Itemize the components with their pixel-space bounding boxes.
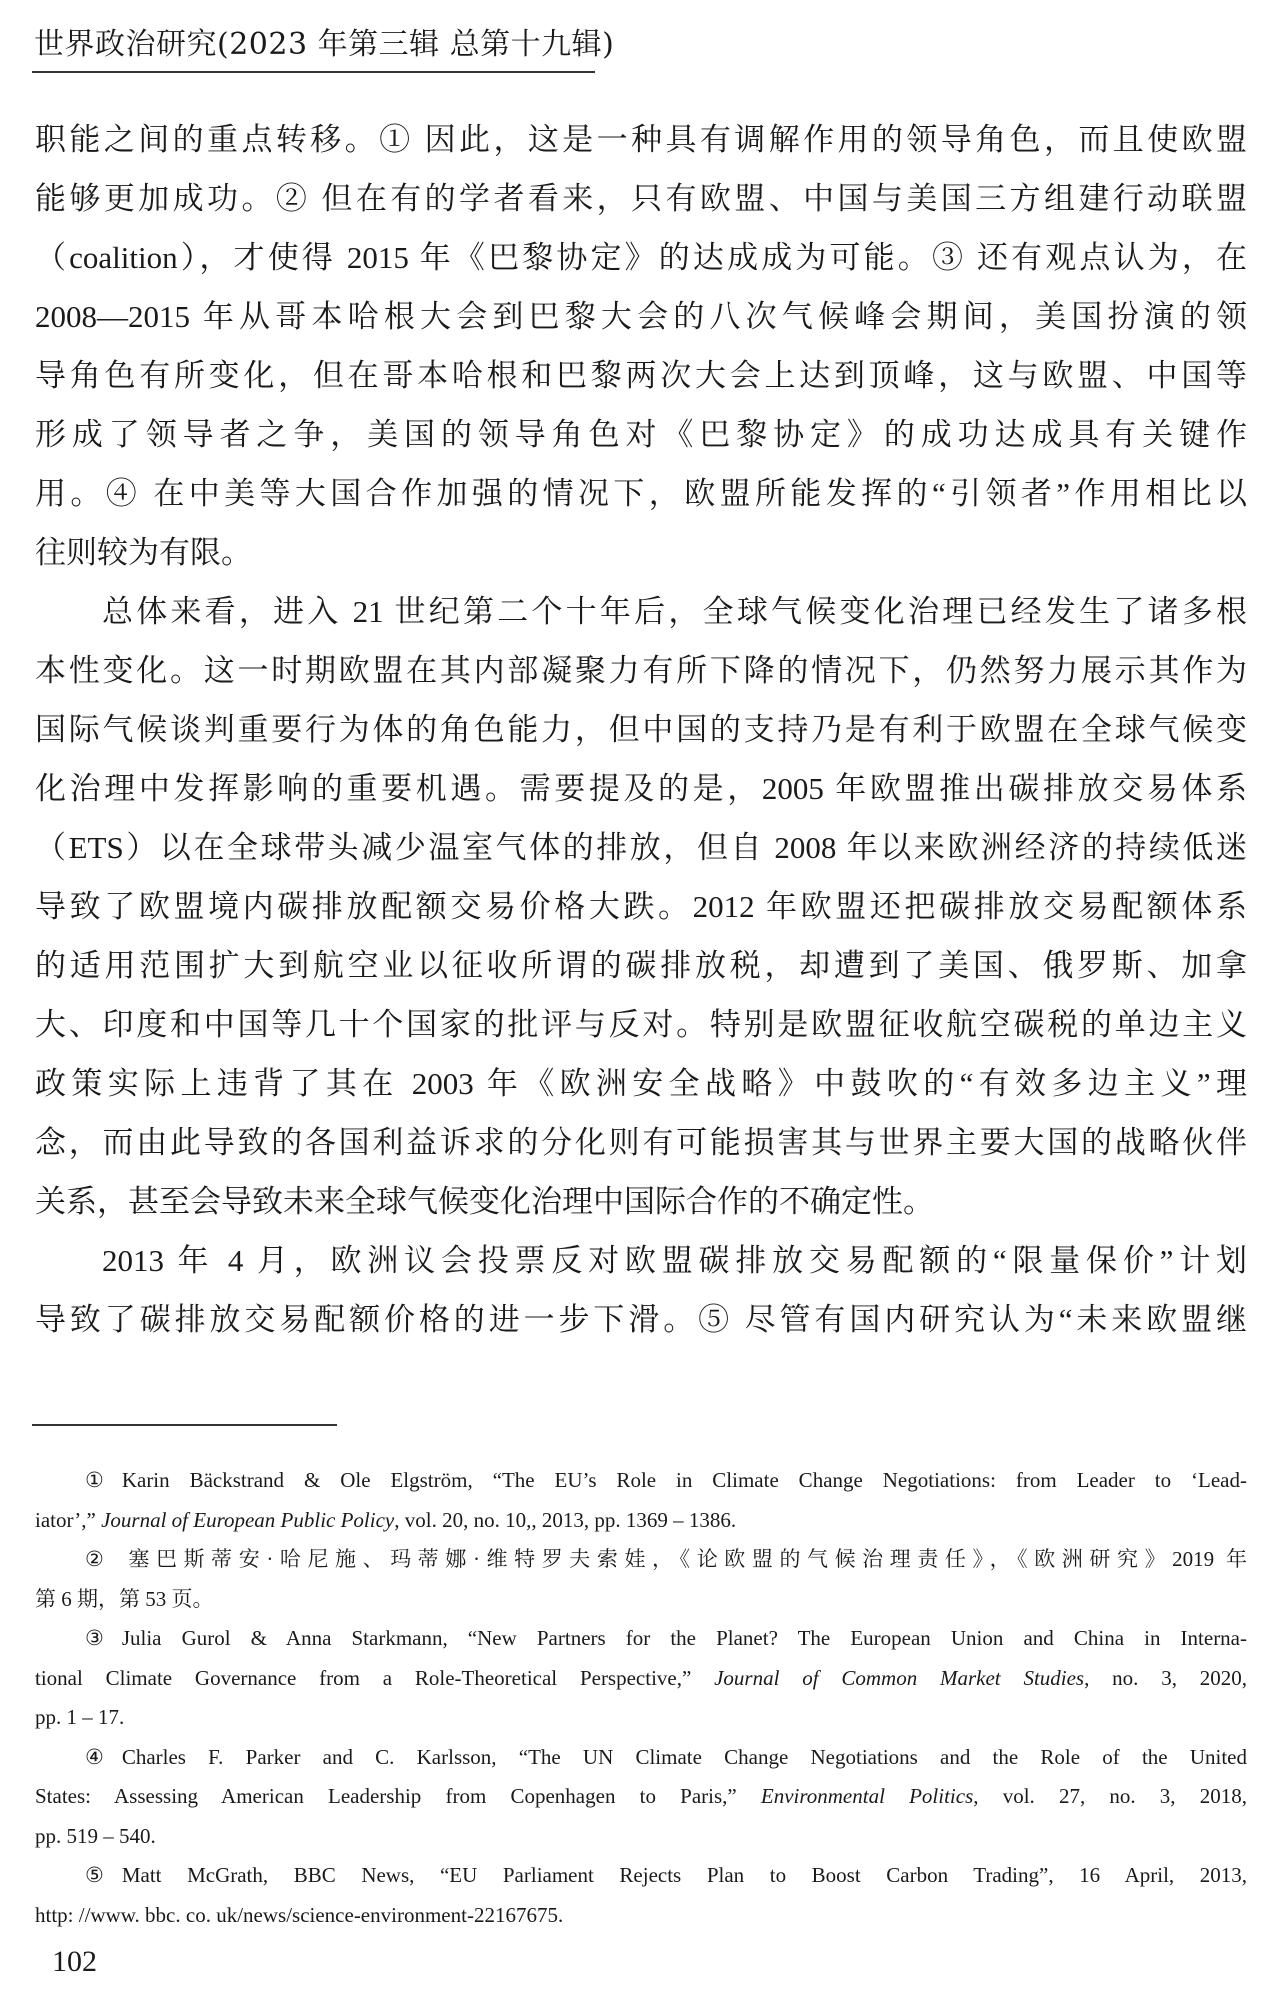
body-line: （ETS）以在全球带头减少温室气体的排放，但自 2008 年以来欧洲经济的持续低迷 (35, 830, 1247, 865)
footnote-text: 塞巴斯蒂安·哈尼施、玛蒂娜·维特罗夫索娃，《论欧盟的气候治理责任》，《欧洲研究》2019 年 (121, 1547, 1247, 1571)
footnote-marker: ⑤ (85, 1863, 104, 1887)
page-number: 102 (52, 1945, 97, 1978)
body-line: （coalition），才使得 2015 年《巴黎协定》的达成成为可能。③ 还有观点认为，在 (35, 240, 1247, 275)
body-line: 的适用范围扩大到航空业以征收所谓的碳排放税，却遭到了美国、俄罗斯、加拿 (35, 948, 1247, 983)
body-line: 关系，甚至会导致未来全球气候变化治理中国际合作的不确定性。 (35, 1184, 934, 1219)
footnote-text: Karin Bäckstrand & Ole Elgström, “The EU’s Role in Climate Change Negotiations: from Leader to ‘Lead- (121, 1468, 1247, 1492)
body-line: 念，而由此导致的各国利益诉求的分化则有可能损害其与世界主要大国的战略伙伴 (35, 1125, 1247, 1160)
footnote-line (35, 1505, 1247, 1535)
body-line: 政策实际上违背了其在 2003 年《欧洲安全战略》中鼓吹的“有效多边主义”理 (35, 1066, 1247, 1101)
body-line: 化治理中发挥影响的重要机遇。需要提及的是，2005 年欧盟推出碳排放交易体系 (35, 771, 1247, 806)
footnote-line (35, 1702, 1247, 1732)
footnote-marker: ③ (85, 1626, 104, 1650)
body-line: 本性变化。这一时期欧盟在其内部凝聚力有所下降的情况下，仍然努力展示其作为 (35, 653, 1247, 688)
footnote-text: , vol. 27, no. 3, 2018, (973, 1784, 1247, 1808)
header-rule (32, 71, 595, 73)
footnote-text: States: Assessing American Leadership from Copenhagen to Paris,” (35, 1784, 761, 1808)
footnote-text: 第 6 期，第 53 页。 (35, 1586, 214, 1611)
body-line: 形成了领导者之争，美国的领导角色对《巴黎协定》的成功达成具有关键作 (35, 417, 1247, 452)
body-line: 2013 年 4 月，欧洲议会投票反对欧盟碳排放交易配额的“限量保价”计划 (102, 1243, 1247, 1278)
footnote-text: , no. 3, 2020, (1084, 1665, 1247, 1690)
footnote-text: pp. 1 – 17. (35, 1705, 125, 1729)
footnote-text: tional Climate Governance from a Role-Theoretical Perspective,” (35, 1665, 715, 1690)
footnote-line (35, 1821, 1247, 1851)
journal-title: Journal of Common Market Studies (714, 1665, 1085, 1690)
footnote-marker: ② (85, 1547, 104, 1571)
body-line: 大、印度和中国等几十个国家的批评与反对。特别是欧盟征收航空碳税的单边主义 (35, 1007, 1247, 1042)
footnote-line (85, 1742, 1247, 1772)
footnote-line (35, 1900, 1247, 1930)
body-line: 往则较为有限。 (35, 535, 252, 570)
footnote-line (35, 1584, 1247, 1614)
footnote-line (85, 1860, 1247, 1890)
body-line: 导角色有所变化，但在哥本哈根和巴黎两次大会上达到顶峰，这与欧盟、中国等 (35, 358, 1247, 393)
body-line: 导致了欧盟境内碳排放配额交易价格大跌。2012 年欧盟还把碳排放交易配额体系 (35, 889, 1247, 924)
footnote-text: Charles F. Parker and C. Karlsson, “The UN Climate Change Negotiations and the Role of the United (121, 1744, 1247, 1769)
footnote-line (35, 1663, 1247, 1693)
footnote-text: , vol. 20, no. 10,, 2013, pp. 1369 – 1386. (394, 1507, 737, 1532)
body-line: 总体来看，进入 21 世纪第二个十年后，全球气候变化治理已经发生了诸多根 (102, 594, 1247, 629)
footnote-line (85, 1623, 1247, 1653)
journal-title: Journal of European Public Policy (101, 1507, 395, 1532)
footnote-line (35, 1781, 1247, 1811)
running-header: 世界政治研究(2023 年第三辑 总第十九辑) (34, 27, 615, 62)
footnote-text: http: //www. bbc. co. uk/news/science-environment-22167675. (35, 1902, 564, 1927)
body-line: 用。④ 在中美等大国合作加强的情况下，欧盟所能发挥的“引领者”作用相比以 (35, 476, 1247, 511)
footnote-marker: ④ (85, 1744, 104, 1769)
footnote-rule (32, 1424, 337, 1426)
footnote-text: Matt McGrath, BBC News, “EU Parliament Rejects Plan to Boost Carbon Trading”, 16 April, 2013, (121, 1863, 1247, 1887)
footnote-line (85, 1544, 1247, 1574)
footnote-text: Julia Gurol & Anna Starkmann, “New Partners for the Planet? The European Union and China in Interna- (121, 1626, 1247, 1650)
body-line: 能够更加成功。② 但在有的学者看来，只有欧盟、中国与美国三方组建行动联盟 (35, 181, 1247, 216)
body-line: 国际气候谈判重要行为体的角色能力，但中国的支持乃是有利于欧盟在全球气候变 (35, 712, 1247, 747)
body-line: 2008—2015 年从哥本哈根大会到巴黎大会的八次气候峰会期间，美国扮演的领 (35, 299, 1247, 334)
body-line: 职能之间的重点转移。① 因此，这是一种具有调解作用的领导角色，而且使欧盟 (35, 122, 1247, 157)
journal-title: Environmental Politics (760, 1784, 974, 1808)
body-line: 导致了碳排放交易配额价格的进一步下滑。⑤ 尽管有国内研究认为“未来欧盟继 (35, 1302, 1247, 1337)
footnote-text: iator’,” (35, 1507, 102, 1532)
footnote-marker: ① (85, 1468, 104, 1492)
footnote-text: pp. 519 – 540. (35, 1823, 156, 1848)
footnote-line (85, 1465, 1247, 1495)
